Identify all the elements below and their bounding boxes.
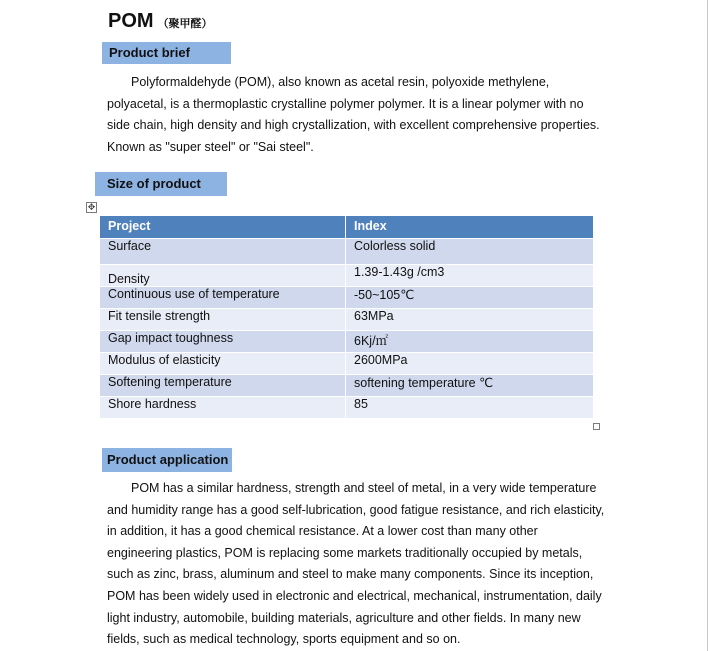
title-main: POM xyxy=(108,10,154,32)
brief-line: Known as "super steel" or "Sai steel". xyxy=(107,139,314,154)
table-row xyxy=(100,287,594,309)
page-edge xyxy=(707,0,708,651)
application-line: and humidity range has a good self-lubrication, good fatigue resistance, and rich elasticity, xyxy=(107,502,605,517)
application-line: such as zinc, brass, aluminum and steel to make many components. Since its inception, xyxy=(107,567,594,582)
heading-size-of-product: Size of product xyxy=(95,172,227,196)
cell-project: Density xyxy=(100,265,346,287)
cell-project: Fit tensile strength xyxy=(100,309,346,331)
brief-paragraph xyxy=(107,72,607,158)
table-move-handle-icon[interactable]: ✥ xyxy=(87,202,96,212)
cell-project: Modulus of elasticity xyxy=(100,353,346,375)
cell-project: Gap impact toughness xyxy=(100,331,346,353)
cell-project: Shore hardness xyxy=(100,397,346,419)
brief-line: Polyformaldehyde (POM), also known as acetal resin, polyoxide methylene, xyxy=(131,75,550,89)
cell-project: Continuous use of temperature xyxy=(100,287,346,309)
brief-line: side chain, high density and high crystallization, with excellent comprehensive properties. xyxy=(107,118,600,133)
table-row xyxy=(100,309,594,331)
table-row xyxy=(100,397,594,419)
application-line: POM has a similar hardness, strength and steel of metal, in a very wide temperature xyxy=(131,481,597,495)
cell-index: 2600MPa xyxy=(346,353,594,375)
application-line: engineering plastics, POM is replacing some markets traditionally occupied by metals, xyxy=(107,545,583,560)
table-row xyxy=(100,265,594,287)
table-row xyxy=(100,353,594,375)
cell-index: 6Kj/㎡ xyxy=(346,331,594,353)
table-resize-handle-icon[interactable] xyxy=(593,423,600,430)
table-row xyxy=(100,375,594,397)
application-paragraph xyxy=(107,478,607,651)
product-spec-table xyxy=(99,215,594,419)
heading-product-application: Product application xyxy=(102,448,232,472)
brief-line: polyacetal, is a thermoplastic crystalline polymer polymer. It is a linear polymer with no xyxy=(107,96,584,111)
cell-index: 85 xyxy=(346,397,594,419)
application-line: in addition, it has a good chemical resistance. At a lower cost than many other xyxy=(107,524,538,539)
cell-project: Surface xyxy=(100,239,346,265)
application-line: fields, such as medical technology, sports equipment and so on. xyxy=(107,632,461,647)
heading-product-brief: Product brief xyxy=(102,42,231,64)
title-sub: （聚甲醛） xyxy=(157,18,213,30)
cell-index: -50~105℃ xyxy=(346,287,594,309)
column-header-project: Project xyxy=(100,216,346,239)
table-row xyxy=(100,331,594,353)
cell-index: softening temperature ℃ xyxy=(346,375,594,397)
cell-index: 63MPa xyxy=(346,309,594,331)
application-line: light industry, automobile, building materials, agriculture and other fields. In many new xyxy=(107,610,581,625)
cell-index: Colorless solid xyxy=(346,239,594,265)
cell-project: Softening temperature xyxy=(100,375,346,397)
application-line: POM has been widely used in electronic and electrical, mechanical, instrumentation, daily xyxy=(107,588,602,603)
document-title xyxy=(108,10,213,33)
column-header-index: Index xyxy=(346,216,594,239)
table-row xyxy=(100,239,594,265)
cell-index: 1.39-1.43g /cm3 xyxy=(346,265,594,287)
table-header-row xyxy=(100,216,594,239)
